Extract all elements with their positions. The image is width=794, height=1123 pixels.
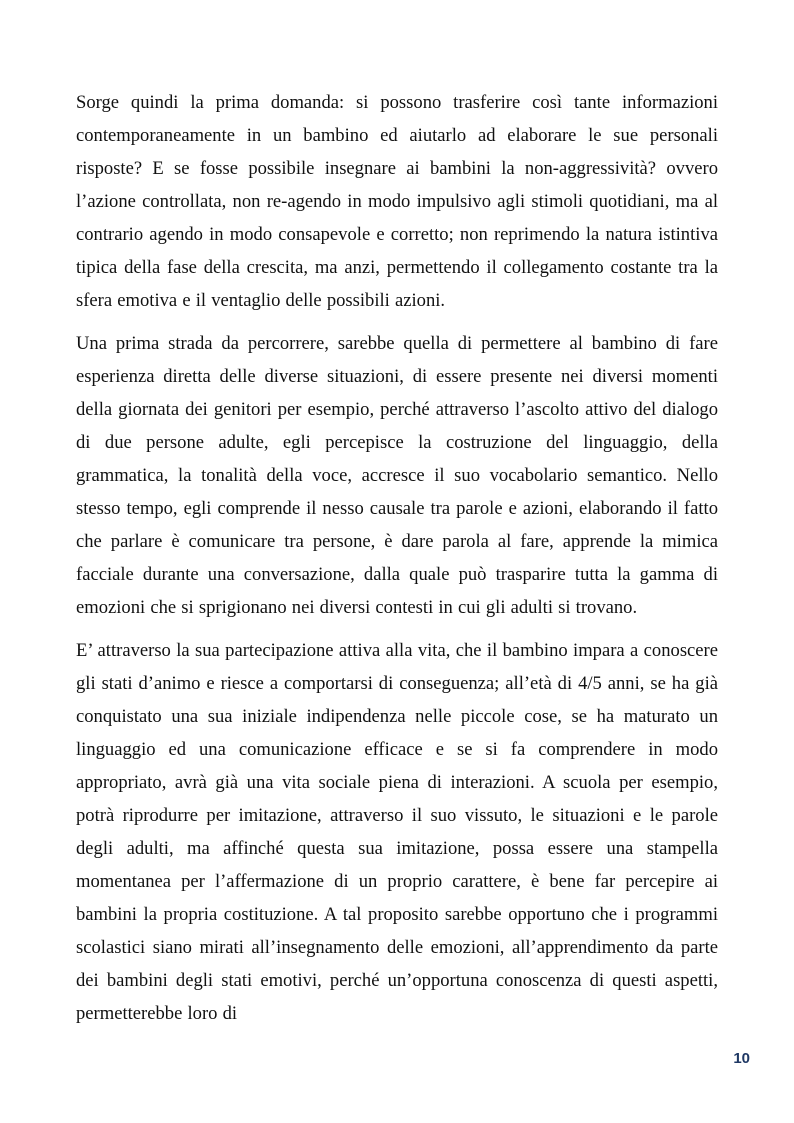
paragraph-1: Sorge quindi la prima domanda: si possono trasferire così tante informazioni contemporaneamente in un bambino ed aiutarlo ad elaborare le sue personali risposte? E se fosse possibile insegnare ai bambini la non-aggressività? ovvero l’azione controllata, non re-agendo in modo impulsivo agli stimoli quotidiani, ma al contrario agendo in modo consapevole e corretto; non reprimendo la natura istintiva tipica della fase della crescita, ma anzi, permettendo il collegamento costante tra la sfera emotiva e il ventaglio delle possibili azioni.	[76, 92, 718, 311]
page-number: 10	[733, 1050, 750, 1067]
paragraph-3: E’ attraverso la sua partecipazione attiva alla vita, che il bambino impara a conoscere gli stati d’animo e riesce a comportarsi di conseguenza; all’età di 4/5 anni, se ha già conquistato una sua iniziale indipendenza nelle piccole cose, se ha maturato un linguaggio ed una comunicazione efficace e se si fa comprendere in modo appropriato, avrà già una vita sociale piena di interazioni. A scuola per esempio, potrà riprodurre per imitazione, attraverso il suo vissuto, le situazioni e le parole degli adulti, ma affinché questa sua imitazione, possa essere una stampella momentanea per l’affermazione di un proprio carattere, è bene far percepire ai bambini la propria costituzione. A tal proposito sarebbe opportuno che i programmi scolastici siano mirati all’insegnamento delle emozioni, all’apprendimento da parte dei bambini degli stati emotivi, perché un’opportuna conoscenza di questi aspetti, permetterebbe loro di	[76, 640, 718, 1024]
document-body	[76, 86, 718, 1040]
paragraph-2: Una prima strada da percorrere, sarebbe quella di permettere al bambino di fare esperienza diretta delle diverse situazioni, di essere presente nei diversi momenti della giornata dei genitori per esempio, perché attraverso l’ascolto attivo del dialogo di due persone adulte, egli percepisce la costruzione del linguaggio, della grammatica, la tonalità della voce, accresce il suo vocabolario semantico. Nello stesso tempo, egli comprende il nesso causale tra parole e azioni, elaborando il fatto che parlare è comunicare tra persone, è dare parola al fare, apprende la mimica facciale durante una conversazione, dalla quale può trasparire tutta la gamma di emozioni che si sprigionano nei diversi contesti in cui gli adulti si trovano.	[76, 333, 718, 618]
